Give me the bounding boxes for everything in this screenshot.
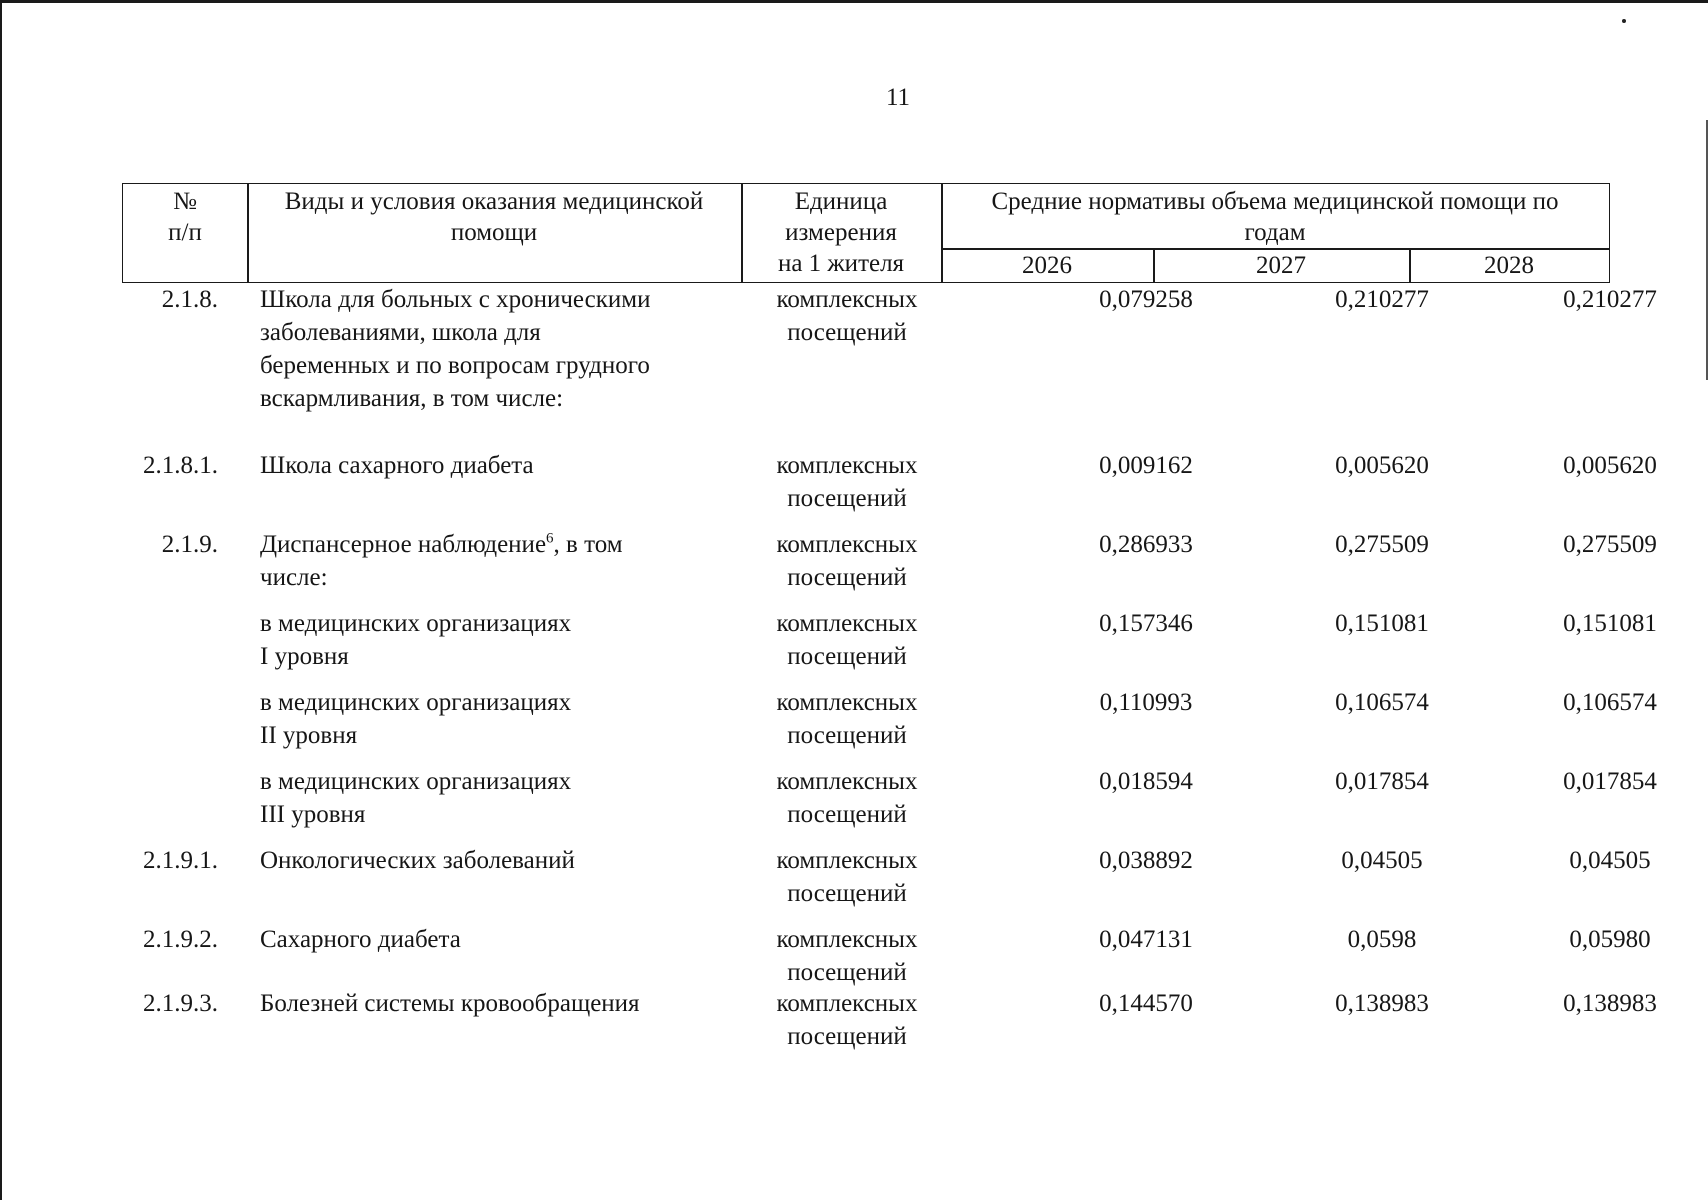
- row-unit-line: посещений: [787, 319, 907, 346]
- row-name-line: Онкологических заболеваний: [260, 847, 575, 874]
- header-unit-line: измерения: [785, 219, 897, 246]
- value-2027: 0,275509: [1335, 531, 1429, 558]
- header-number: [123, 186, 247, 248]
- row-name: [260, 607, 730, 673]
- row-number: 2.1.8.: [161, 286, 218, 313]
- value-2026: 0,286933: [1099, 531, 1193, 558]
- header-unit: [741, 186, 941, 279]
- row-unit-line: посещений: [787, 564, 907, 591]
- header-norms: [941, 186, 1609, 248]
- row-number: 2.1.8.1.: [143, 452, 218, 479]
- row-number: 2.1.9.3.: [143, 990, 218, 1017]
- header-type-line: Виды и условия оказания медицинской: [284, 188, 704, 215]
- value-2026: 0,047131: [1099, 926, 1193, 953]
- row-unit-line: посещений: [787, 959, 907, 986]
- row-name-line: II уровня: [260, 722, 358, 749]
- row-name-line: в медицинских организациях: [260, 689, 572, 716]
- header-year-2026: 2026: [1022, 252, 1072, 279]
- value-2027: 0,210277: [1335, 286, 1429, 313]
- row-name-line: III уровня: [260, 801, 366, 828]
- header-year-2027: 2027: [1256, 252, 1306, 279]
- value-2028: 0,275509: [1563, 531, 1657, 558]
- row-name: [260, 686, 730, 752]
- row-unit-line: комплексных: [776, 990, 918, 1017]
- row-name-line: в медицинских организациях: [260, 610, 572, 637]
- footnote-marker: 6: [546, 530, 554, 547]
- value-2027: 0,017854: [1335, 768, 1429, 795]
- value-2027: 0,151081: [1335, 610, 1429, 637]
- row-name: [260, 844, 730, 877]
- row-unit: [742, 449, 952, 515]
- header-unit-line: на 1 жителя: [777, 250, 905, 277]
- header-unit-line: Единица: [794, 188, 888, 215]
- row-name: [260, 528, 730, 594]
- value-2026: 0,038892: [1099, 847, 1193, 874]
- value-2028: 0,04505: [1569, 847, 1651, 874]
- row-number: 2.1.9.: [161, 531, 218, 558]
- row-name-line: I уровня: [260, 643, 349, 670]
- row-unit: [742, 987, 952, 1053]
- row-unit-line: комплексных: [776, 452, 918, 479]
- row-name: [260, 449, 730, 482]
- value-2028: 0,151081: [1563, 610, 1657, 637]
- header-number-line: п/п: [168, 219, 202, 246]
- row-name: [260, 923, 730, 956]
- header-year-2028: 2028: [1484, 252, 1534, 279]
- row-unit-line: посещений: [787, 801, 907, 828]
- row-unit-line: комплексных: [776, 768, 918, 795]
- header-type-line: помощи: [450, 219, 538, 246]
- row-name-line: беременных и по вопросам грудного: [260, 352, 650, 379]
- row-name-line: Сахарного диабета: [260, 926, 461, 953]
- row-unit: [742, 844, 952, 910]
- row-name-line: в медицинских организациях: [260, 768, 572, 795]
- row-name-text: , в том: [553, 531, 623, 558]
- scan-speck: [1622, 19, 1626, 23]
- row-name: [260, 987, 730, 1020]
- row-unit-line: комплексных: [776, 847, 918, 874]
- row-unit: [742, 283, 952, 349]
- header-type: [247, 186, 741, 248]
- row-unit-line: комплексных: [776, 531, 918, 558]
- row-name-line: Болезней системы кровообращения: [260, 990, 640, 1017]
- value-2026: 0,144570: [1099, 990, 1193, 1017]
- row-name-line: [260, 528, 730, 561]
- header-norms-line: Средние нормативы объема медицинской помощи по: [991, 188, 1559, 215]
- row-name: [260, 765, 730, 831]
- value-2027: 0,005620: [1335, 452, 1429, 479]
- row-unit-line: посещений: [787, 722, 907, 749]
- row-unit: [742, 686, 952, 752]
- value-2028: 0,138983: [1563, 990, 1657, 1017]
- value-2026: 0,110993: [1099, 689, 1193, 716]
- row-name-line: Школа сахарного диабета: [260, 452, 534, 479]
- row-number: 2.1.9.1.: [143, 847, 218, 874]
- value-2027: 0,138983: [1335, 990, 1429, 1017]
- scan-edge-left: [0, 0, 2, 1200]
- row-name: [260, 283, 730, 415]
- row-unit: [742, 607, 952, 673]
- value-2028: 0,017854: [1563, 768, 1657, 795]
- header-number-line: №: [173, 188, 197, 215]
- row-unit-line: посещений: [787, 643, 907, 670]
- row-unit-line: комплексных: [776, 926, 918, 953]
- row-number: 2.1.9.2.: [143, 926, 218, 953]
- row-name-line: вскармливания, в том числе:: [260, 385, 564, 412]
- row-unit: [742, 765, 952, 831]
- row-unit: [742, 923, 952, 989]
- page-number: 11: [885, 84, 911, 111]
- row-name-line: заболеваниями, школа для: [260, 319, 541, 346]
- value-2028: 0,106574: [1563, 689, 1657, 716]
- value-2026: 0,018594: [1099, 768, 1193, 795]
- header-norms-line: годам: [1244, 219, 1306, 246]
- row-unit-line: посещений: [787, 1023, 907, 1050]
- table-header: [122, 183, 1610, 283]
- value-2028: 0,210277: [1563, 286, 1657, 313]
- value-2027: 0,04505: [1341, 847, 1423, 874]
- value-2028: 0,005620: [1563, 452, 1657, 479]
- row-name-text: Диспансерное наблюдение: [260, 531, 547, 558]
- row-unit-line: комплексных: [776, 689, 918, 716]
- row-name-line: числе:: [260, 564, 328, 591]
- scan-edge-top: [0, 0, 1708, 3]
- row-unit-line: посещений: [787, 485, 907, 512]
- value-2028: 0,05980: [1569, 926, 1651, 953]
- row-unit-line: посещений: [787, 880, 907, 907]
- value-2026: 0,079258: [1099, 286, 1193, 313]
- row-unit-line: комплексных: [776, 286, 918, 313]
- value-2027: 0,106574: [1335, 689, 1429, 716]
- row-unit-line: комплексных: [776, 610, 918, 637]
- value-2026: 0,157346: [1099, 610, 1193, 637]
- value-2026: 0,009162: [1099, 452, 1193, 479]
- row-unit: [742, 528, 952, 594]
- value-2027: 0,0598: [1347, 926, 1417, 953]
- row-name-line: Школа для больных с хроническими: [260, 286, 651, 313]
